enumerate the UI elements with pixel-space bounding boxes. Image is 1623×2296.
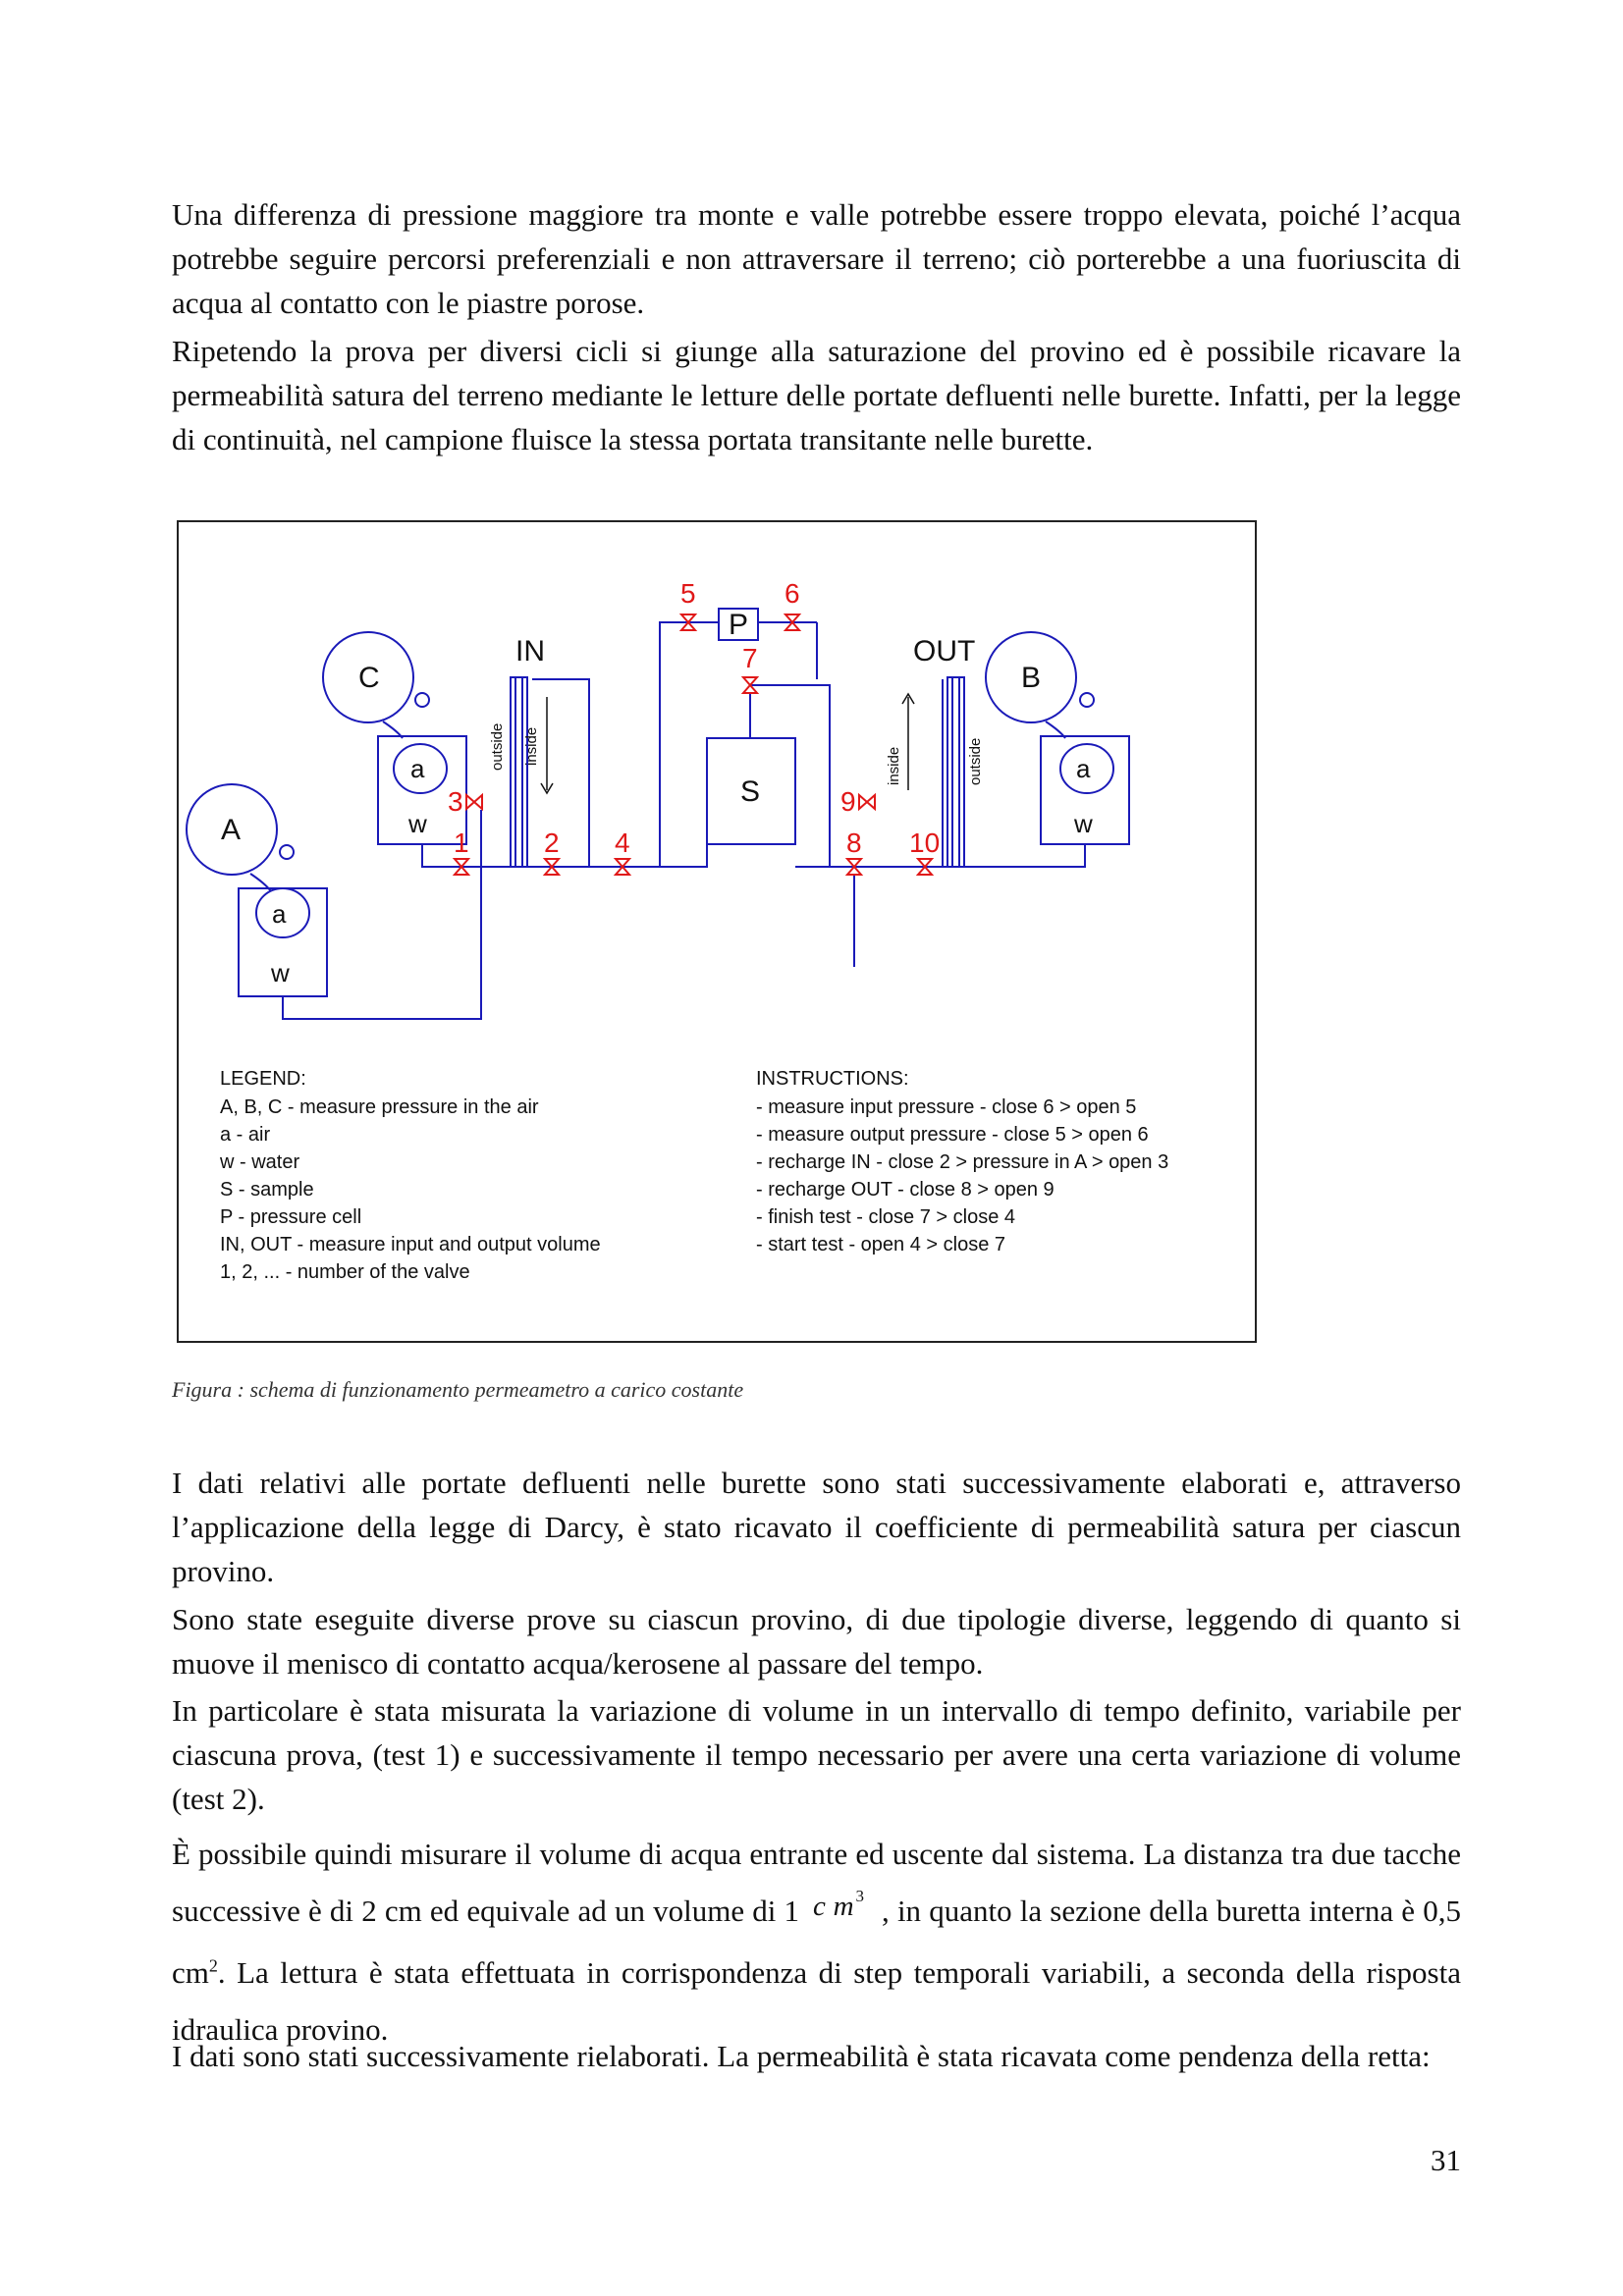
page-number: 31 bbox=[1431, 2143, 1461, 2177]
valve-number-7: 7 bbox=[742, 643, 758, 673]
label-inside-right: inside bbox=[886, 746, 902, 785]
valve-number-10: 10 bbox=[909, 828, 941, 858]
valve-number-1: 1 bbox=[454, 828, 469, 858]
legend-item: a - air bbox=[220, 1124, 271, 1146]
reading-text-part3: . La lettura è stata effettuata in corrispondenza di step temporali variabili, a seconda della risposta idraulica provino. bbox=[172, 1955, 1461, 2047]
instruction-item: - measure output pressure - close 5 > open 6 bbox=[756, 1124, 1149, 1146]
label-IN: IN bbox=[515, 635, 545, 667]
valve-number-4: 4 bbox=[615, 828, 630, 858]
legend-item: A, B, C - measure pressure in the air bbox=[220, 1096, 539, 1118]
unit-cm3 bbox=[813, 1887, 865, 1922]
paragraph-slope: I dati sono stati successivamente rielaborati. La permeabilità è stata ricavata come pendenza della retta: bbox=[172, 2039, 1431, 2073]
instruction-item: - finish test - close 7 > close 4 bbox=[756, 1206, 1016, 1228]
label-OUT: OUT bbox=[913, 635, 976, 667]
legend-item: S - sample bbox=[220, 1179, 314, 1201]
unit-cm3-exponent: 3 bbox=[855, 1887, 865, 1905]
label-P: P bbox=[729, 609, 749, 641]
paragraph-tests: Sono state eseguite diverse prove su ciascun provino, di due tipologie diverse, leggendo di quanto si muove il menisco di contatto acqua/kerosene al passare del tempo. bbox=[172, 1602, 1461, 1681]
paragraph-volume-variation: In particolare è stata misurata la variazione di volume in un intervallo di tempo definito, variabile per ciascuna prova, (test 1) e successivamente il tempo necessario per avere una certa variazione di volume (test 2). bbox=[172, 1693, 1461, 1816]
unit-cm: c m bbox=[813, 1891, 854, 1922]
valve-number-3: 3 bbox=[448, 786, 463, 817]
label-outside-left: outside bbox=[489, 722, 506, 771]
label-w-B: w bbox=[1074, 809, 1093, 838]
reading-text-part2: , in quanto la sezione della buretta interna è 0,5 cm bbox=[172, 1894, 1461, 1990]
permeameter-schematic bbox=[177, 520, 1257, 1345]
reading-text-part1: È possibile quindi misurare il volume di acqua entrante ed uscente dal sistema. La distanza tra due tacche successive è di 2 cm ed equivale ad un volume di 1 bbox=[172, 1837, 1461, 1928]
valve-number-9: 9 bbox=[840, 786, 856, 817]
legend-item: P - pressure cell bbox=[220, 1206, 362, 1228]
paragraph-saturation: Ripetendo la prova per diversi cicli si giunge alla saturazione del provino ed è possibile ricavare la permeabilità satura del terreno mediante le letture delle portate defluenti nelle burette. Infatti, per la legge di continuità, nel campione fluisce la stessa portata transitante nelle burette. bbox=[172, 334, 1461, 456]
label-C: C bbox=[358, 662, 380, 694]
legend-title: LEGEND: bbox=[220, 1068, 306, 1090]
legend-item: 1, 2, ... - number of the valve bbox=[220, 1261, 470, 1283]
valve-number-6: 6 bbox=[784, 578, 800, 609]
label-B: B bbox=[1021, 662, 1042, 694]
label-w-C: w bbox=[408, 809, 427, 838]
label-w-A: w bbox=[271, 958, 290, 988]
paragraph-darcy: I dati relativi alle portate defluenti nelle burette sono stati successivamente elaborati e, attraverso l’applicazione della legge di Darcy, è stato ricavato il coefficiente di permeabilità satura per ciascun provino. bbox=[172, 1466, 1461, 1588]
legend-item: IN, OUT - measure input and output volume bbox=[220, 1234, 601, 1255]
label-A: A bbox=[221, 814, 242, 846]
instruction-item: - recharge OUT - close 8 > open 9 bbox=[756, 1179, 1055, 1201]
legend-item: w - water bbox=[220, 1151, 300, 1173]
instruction-item: - recharge IN - close 2 > pressure in A > open 3 bbox=[756, 1151, 1169, 1173]
label-outside-right: outside bbox=[967, 737, 984, 785]
paragraph-burette-reading bbox=[172, 1826, 1461, 2058]
label-a-B: a bbox=[1076, 754, 1091, 783]
valve-number-5: 5 bbox=[680, 578, 696, 609]
instruction-item: - measure input pressure - close 6 > open 5 bbox=[756, 1096, 1137, 1118]
paragraph-pressure-difference: Una differenza di pressione maggiore tra monte e valle potrebbe essere troppo elevata, poiché l’acqua potrebbe seguire percorsi preferenziali e non attraversare il terreno; ciò porterebbe a una fuoriuscita di acqua al contatto con le piastre porose. bbox=[172, 197, 1461, 320]
label-inside-left: inside bbox=[523, 726, 540, 766]
cm2-exponent: 2 bbox=[208, 1955, 218, 1976]
label-a-A: a bbox=[272, 899, 287, 929]
valve-number-8: 8 bbox=[846, 828, 862, 858]
label-a-C: a bbox=[410, 754, 425, 783]
label-S: S bbox=[740, 775, 761, 808]
valve-number-2: 2 bbox=[544, 828, 560, 858]
figure-caption: Figura : schema di funzionamento permeametro a carico costante bbox=[172, 1377, 744, 1402]
instructions-title: INSTRUCTIONS: bbox=[756, 1068, 909, 1090]
instruction-item: - start test - open 4 > close 7 bbox=[756, 1234, 1006, 1255]
